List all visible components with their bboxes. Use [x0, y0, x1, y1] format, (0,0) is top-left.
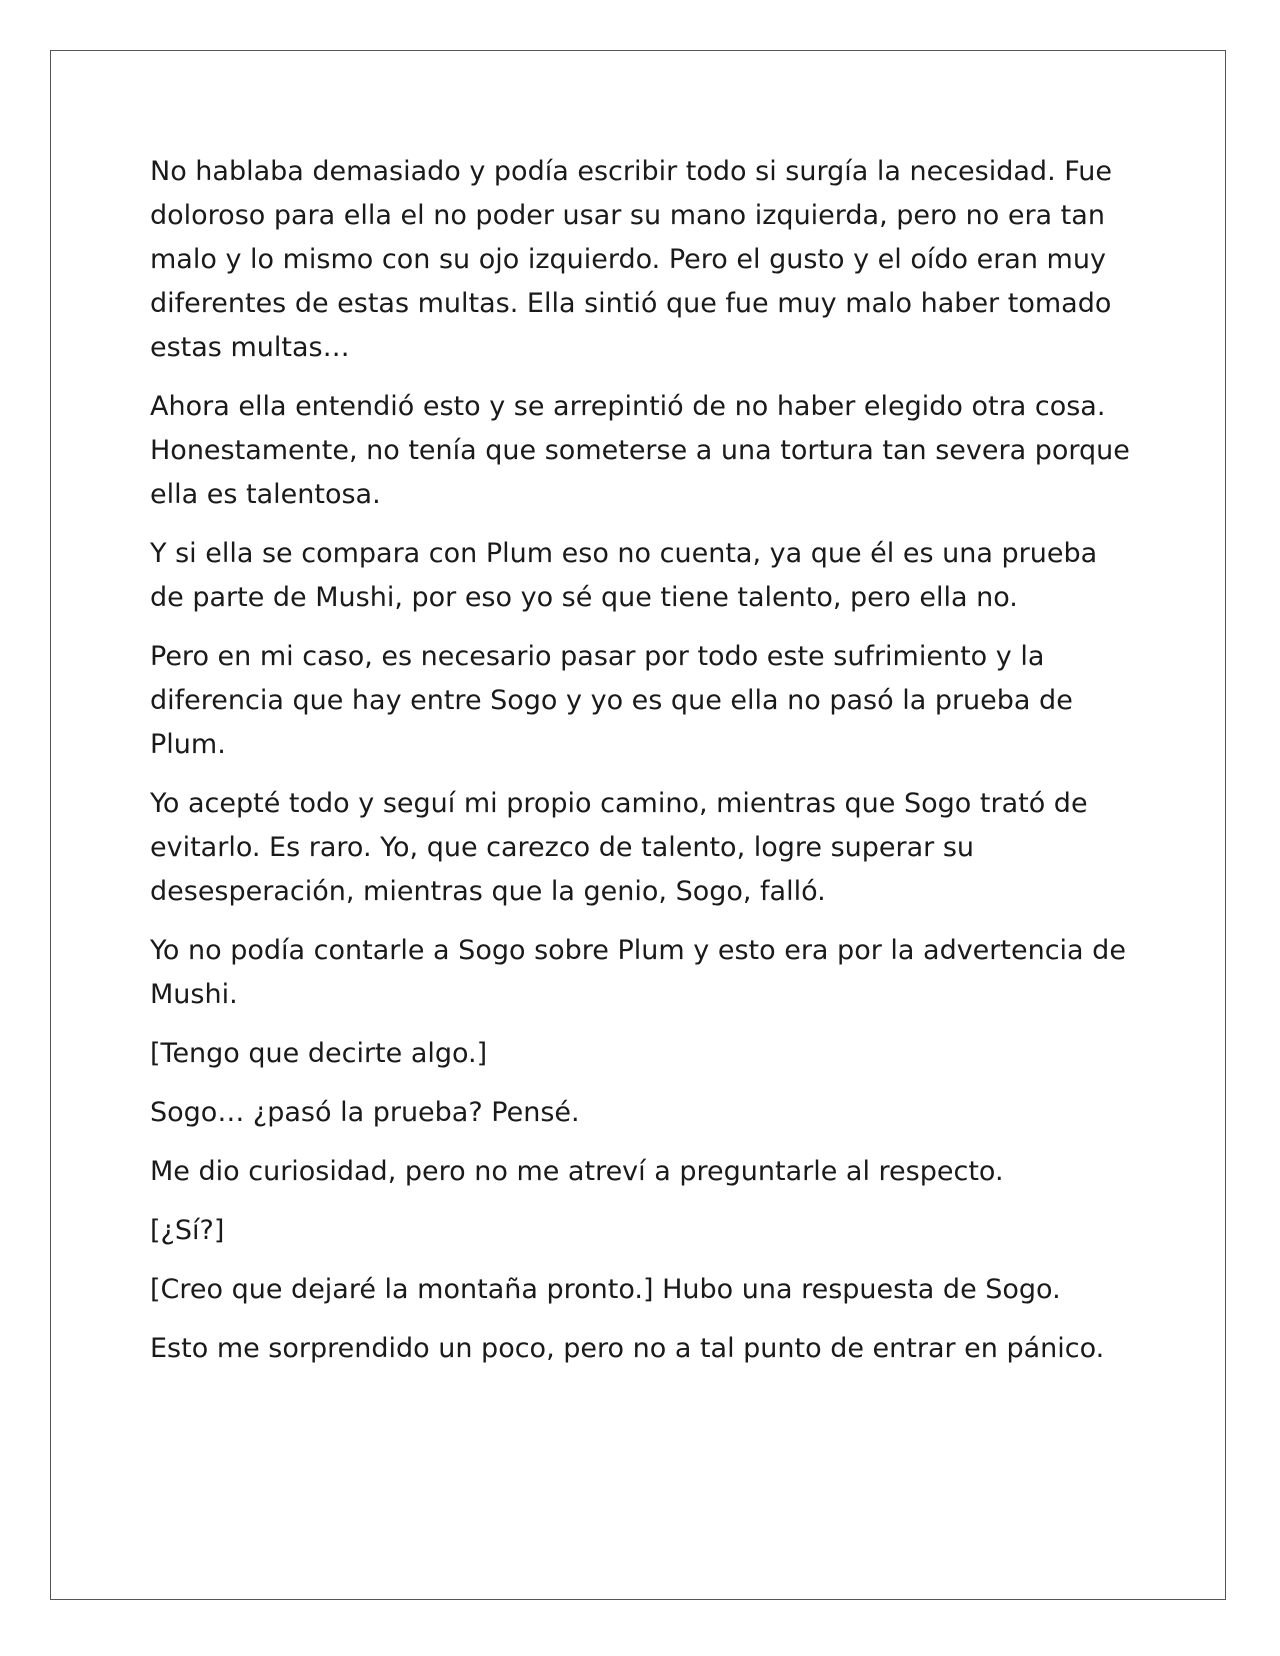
paragraph-4: Pero en mi caso, es necesario pasar por todo este sufrimiento y la diferencia que hay entre Sogo y yo es que ella no pasó la prueba de Plum.: [150, 641, 1073, 760]
paragraph-7: [Tengo que decirte algo.]: [150, 1038, 488, 1069]
paragraph-3: Y si ella se compara con Plum eso no cuenta, ya que él es una prueba de parte de Mushi, por eso yo sé que tiene talento, pero ella no.: [150, 538, 1098, 613]
paragraph-10: [¿Sí?]: [150, 1215, 225, 1246]
paragraph-1: No hablaba demasiado y podía escribir todo si surgía la necesidad. Fue doloroso para ella el no poder usar su mano izquierda, pero no era tan malo y lo mismo con su ojo izquierdo. Pero el gusto y el oído eran muy diferentes de estas multas. Ella sintió que fue muy malo haber tomado estas multas…: [150, 156, 1113, 363]
paragraph-2: Ahora ella entendió esto y se arrepintió de no haber elegido otra cosa. Honestamente, no tenía que someterse a una tortura tan severa porque ella es talentosa.: [150, 391, 1130, 510]
document-body: [150, 150, 1130, 1386]
paragraph-5: Yo acepté todo y seguí mi propio camino, mientras que Sogo trató de evitarlo. Es raro. Yo, que carezco de talento, logre superar su desesperación, mientras que la genio, Sogo, falló.: [150, 788, 1088, 907]
paragraph-11: [Creo que dejaré la montaña pronto.] Hubo una respuesta de Sogo.: [150, 1274, 1061, 1305]
paragraph-9: Me dio curiosidad, pero no me atreví a preguntarle al respecto.: [150, 1156, 1004, 1187]
paragraph-8: Sogo… ¿pasó la prueba? Pensé.: [150, 1097, 580, 1128]
paragraph-12: Esto me sorprendido un poco, pero no a tal punto de entrar en pánico.: [150, 1333, 1105, 1364]
paragraph-6: Yo no podía contarle a Sogo sobre Plum y esto era por la advertencia de Mushi.: [150, 935, 1126, 1010]
